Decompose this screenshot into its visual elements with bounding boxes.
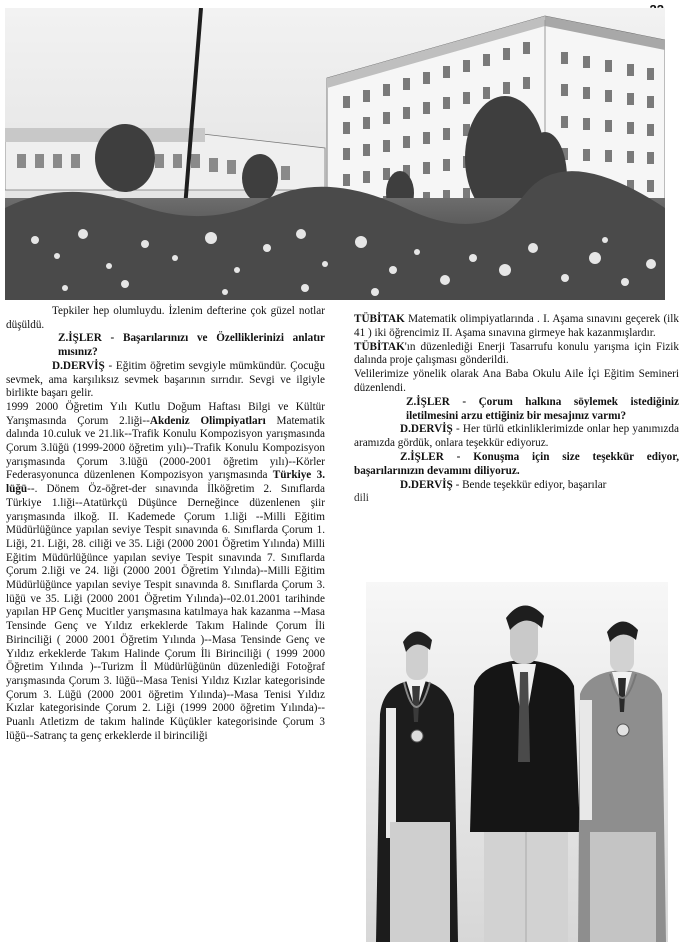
org-name: TÜBİTAK <box>354 313 405 325</box>
intro-paragraph: Tepkiler hep olumluydu. İzlenim defterine çok güzel notlar düşüldü. <box>6 305 325 331</box>
question-achievements: Z.İŞLER - Başarılarınızı ve Özelliklerinizi anlatır mısınız? <box>58 332 325 359</box>
students-photo <box>366 582 668 942</box>
paragraph-text: Matematik olimpiyatlarında . I. Aşama sınavını geçerek (ilk 41 ) iki öğrencimiz II. Aşama sınavına girmeye hak kazanmışlardır. <box>354 313 679 339</box>
achievements-text: 1999 2000 Öğretim Yılı Kutlu Doğum Haftası Bilgi ve Kültür Yarışmasında Çorum 2.liği-- <box>6 400 325 427</box>
closing-question: Z.İŞLER - Konuşma için size teşekkür ediyor, başarılarınızın devamını diliyoruz. <box>354 450 679 477</box>
students-illustration <box>366 582 668 942</box>
tubitak-paragraph-2 <box>354 341 679 369</box>
achievements-highlight: Akdeniz Olimpiyatları <box>149 414 266 427</box>
org-name: TÜBİTAK <box>354 340 405 353</box>
closing-answer <box>354 479 679 493</box>
answer-text: - Her türlü etkinliklerimizde onlar hep yanımızda aramızda gördük, onlara teşekkür ediyoruz. <box>354 423 679 450</box>
achievements-highlight: Türkiye 3. lüğü <box>6 469 325 496</box>
right-column <box>354 313 679 506</box>
achievements-text: Matematik dalında 10.culuk ve 21.lik--Trafik Konulu Kompozisyon yarışmasında Çorum 3.lüğü (1999-2000 öğretim yılı)--Trafik Konulu Kompozisyon yarışmasında Çorum 3.lüğü (2000-2001 öğretim yılı)--Körler Federasyonunca düzenlenen Kompozisyon yarışmasında <box>6 414 325 482</box>
achievements-list <box>6 401 325 744</box>
seminar-paragraph: Velilerimize yönelik olarak Ana Baba Okulu Aile İçi Eğitim Semineri düzenlendi. <box>354 368 679 394</box>
tubitak-paragraph-1 <box>354 313 679 341</box>
left-column <box>6 305 325 744</box>
answer-achievements <box>6 360 325 401</box>
answer-text: - Eğitim öğretim sevgiyle mümkündür. Çocuğu sevmek, ama karşılıksız sevmek başarının sırrıdır. Sevgi ve ilgiyle birlikte başarı gelir. <box>6 359 325 400</box>
school-building-photo <box>5 8 665 300</box>
paragraph-text: 'ın düzenlediği Enerji Tasarrufu konulu yarışma için Fizik dalında proje çalışması gönderildi. <box>354 340 679 367</box>
question-message: Z.İŞLER - Çorum halkına söylemek istediğiniz iletilmesini arzu ettiğiniz bir mesajınız varmı? <box>406 395 679 422</box>
achievements-text: --. Dönem Öz-öğret-der sınavında İlköğretim 2. Sınıflarda Türkiye 1.liği--Atatürkçü Düşünce Derneğince düzenlenen şiir yarışmasında ilkoğ. II. Kademede Çorum 1.liği --Milli Eğitim Müdürlüğünce yapılan seviye Tespit sınavında 6. Sınıflarda Çorum 1. Liği, 21. Liği, 28. ciliği ve 35. Liği (2000 2001 Öğretim Yılında) Milli Eğitim Müdürlüğünce yapılan seviye Tespit sınavında 7. Sınıflarda Çorum 2.liği ve 24. liği (2000 2001 Öğretim Yılında)--Milli Eğitim Müdürlüğünce yapılan seviye Tespit sınavında 8. Sınıflarda Çorum 3. lüğü ve 35. Liği (2000 2001 Öğretim Yılında)--02.01.2001 tarihinde yapılan HP Genç Mucitler yarışmasına katılmaya hak kazanma --Masa Tensinde Genç ve Yıldız erkeklerde Takım Halinde Çorum İli Birinciliği ( 2000 2001 Öğretim Yılında )--Masa Tensinde Genç ve Yıldız erkeklerde Takım Halinde Çorum İli Birinciliği ( 1999 2000 Öğretim Yılında )--Turizm İl Müdürlüğünün düzenlediği Fotoğraf yarışmasında Çorum 3. lüğü--Masa Tenisi Yıldız Kızlar kategorisinde Çorum 3. Lüğü (2000 2001 öğretim Yılında)--Masa Tenisi Yıldız Kızlar kategorisinde Çorum 2. Liği (1999 2000 öğretim Yılında)--Puanlı Atletizm de takım halinde Küçükler kategorisinde Çorum 3 lüğü--Satranç ta genç erkeklerde il birinciliği <box>6 483 325 742</box>
speaker-name: D.DERVİŞ <box>400 423 453 436</box>
school-building-illustration <box>5 8 665 300</box>
closing-answer-continued: dili <box>354 492 369 505</box>
answer-message <box>354 423 679 451</box>
answer-text: - Bende teşekkür ediyor, başarılar <box>452 478 607 491</box>
speaker-name: D.DERVİŞ <box>400 478 453 491</box>
speaker-name: D.DERVİŞ <box>52 359 105 372</box>
